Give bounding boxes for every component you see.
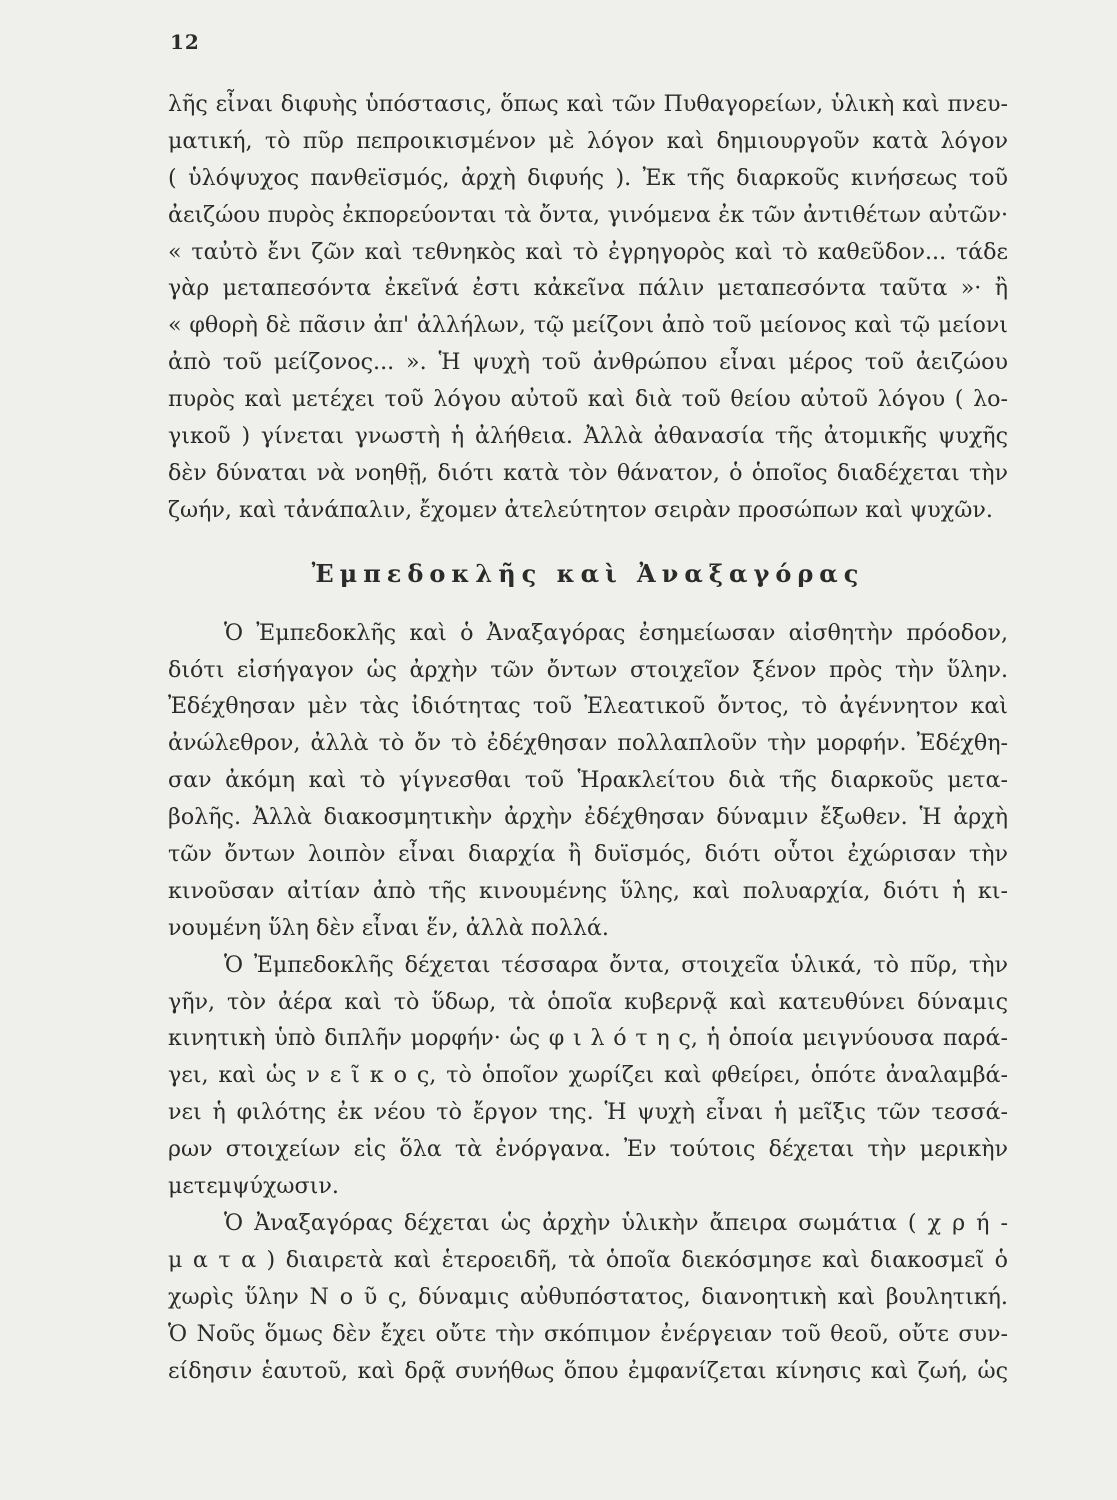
text-line: βολῆς. Ἀλλὰ διακοσμητικὴν ἀρχὴν ἐδέχθησαν δύναμιν ἔξωθεν. Ἡ ἀρχὴ <box>168 804 1008 831</box>
text-line: χωρὶς ὕλην Ν ο ῦ ς, δύναμις αὐθυπόστατος, διανοητικὴ καὶ βουλητική. <box>168 1283 1008 1310</box>
text-line: σαν ἀκόμη καὶ τὸ γίγνεσθαι τοῦ Ἡρακλείτου διὰ τῆς διαρκοῦς μετα- <box>168 767 1008 794</box>
text-line: Ὁ Νοῦς ὅμως δὲν ἔχει οὔτε τὴν σκόπιμον ἐνέργειαν τοῦ θεοῦ, οὔτε συν- <box>168 1320 1008 1347</box>
text-line: ρων στοιχείων εἰς ὅλα τὰ ἐνόργανα. Ἐν τούτοις δέχεται τὴν μερικὴν <box>168 1136 1008 1163</box>
text-line: Ὁ Ἐμπεδοκλῆς καὶ ὁ Ἀναξαγόρας ἐσημείωσαν αἰσθητὴν πρόοδον, <box>224 619 1008 646</box>
text-line: γικοῦ ) γίνεται γνωστὴ ἡ ἀλήθεια. Ἀλλὰ ἀθανασία τῆς ἀτομικῆς ψυχῆς <box>168 423 1008 450</box>
text-line: ( ὑλόψυχος πανθεϊσμός, ἀρχὴ διφυής ). Ἐκ τῆς διαρκοῦς κινήσεως τοῦ <box>168 164 1008 191</box>
text-line: Ἐδέχθησαν μὲν τὰς ἰδιότητας τοῦ Ἐλεατικοῦ ὄντος, τὸ ἀγέννητον καὶ <box>168 693 1008 720</box>
paragraph-3 <box>168 947 1008 1205</box>
text-line: τῶν ὄντων λοιπὸν εἶναι διαρχία ἢ δυϊσμός, διότι οὗτοι ἐχώρισαν τὴν <box>168 841 1008 868</box>
text-line: είδησιν ἑαυτοῦ, καὶ δρᾷ συνήθως ὅπου ἐμφανίζεται κίνησις καὶ ζωή, ὡς <box>168 1357 1008 1384</box>
text-line: δὲν δύναται νὰ νοηθῇ, διότι κατὰ τὸν θάνατον, ὁ ὁποῖος διαδέχεται τὴν <box>168 459 1008 486</box>
body-text <box>168 86 1008 1389</box>
text-line: διότι εἰσήγαγον ὡς ἀρχὴν τῶν ὄντων στοιχεῖον ξένον πρὸς τὴν ὕλην. <box>168 656 1008 683</box>
text-line: νει ἡ φιλότης ἐκ νέου τὸ ἔργον της. Ἡ ψυχὴ εἶναι ἡ μεῖξις τῶν τεσσά- <box>168 1099 1008 1126</box>
text-line: κινητικὴ ὑπὸ διπλῆν μορφήν· ὡς φ ι λ ό τ η ς, ἡ ὁποία μειγνύουσα παρά- <box>168 1025 1008 1052</box>
text-line: γῆν, τὸν ἀέρα καὶ τὸ ὕδωρ, τὰ ὁποῖα κυβερνᾷ καὶ κατευθύνει δύναμις <box>168 988 1008 1015</box>
page-number: 12 <box>170 30 200 54</box>
text-line: κινοῦσαν αἰτίαν ἀπὸ τῆς κινουμένης ὕλης, καὶ πολυαρχία, διότι ἡ κι- <box>168 877 1008 904</box>
text-line: ἀπὸ τοῦ μείζονος... ». Ἡ ψυχὴ τοῦ ἀνθρώπου εἶναι μέρος τοῦ ἀειζώου <box>168 349 1008 376</box>
paragraph-1 <box>168 86 1008 529</box>
text-line: μ α τ α ) διαιρετὰ καὶ ἑτεροειδῆ, τὰ ὁποῖα διεκόσμησε καὶ διακοσμεῖ ὁ <box>168 1246 1008 1273</box>
paragraph-2 <box>168 615 1008 947</box>
text-line: ἀνώλεθρον, ἀλλὰ τὸ ὄν τὸ ἐδέχθησαν πολλαπλοῦν τὴν μορφήν. Ἐδέχθη- <box>168 730 1008 757</box>
text-line: Ὁ Ἐμπεδοκλῆς δέχεται τέσσαρα ὄντα, στοιχεῖα ὑλικά, τὸ πῦρ, τὴν <box>224 951 1008 978</box>
text-line: λῆς εἶναι διφυὴς ὑπόστασις, ὅπως καὶ τῶν Πυθαγορείων, ὑλικὴ καὶ πνευ- <box>168 91 1008 117</box>
text-line: ζωήν, καὶ τἀνάπαλιν, ἔχομεν ἀτελεύτητον σειρὰν προσώπων καὶ ψυχῶν. <box>168 496 993 523</box>
text-line: γει, καὶ ὡς ν ε ῖ κ ο ς, τὸ ὁποῖον χωρίζει καὶ φθείρει, ὁπότε ἀναλαμβά- <box>168 1062 1008 1089</box>
text-line: ἀειζώου πυρὸς ἐκπορεύονται τὰ ὄντα, γινόμενα ἐκ τῶν ἀντιθέτων αὐτῶν· <box>168 201 1008 228</box>
section-heading: Ἐμπεδοκλῆς καὶ Ἀναξαγόρας <box>311 558 865 588</box>
text-line: « ταὐτὸ ἔνι ζῶν καὶ τεθνηκὸς καὶ τὸ ἐγρηγορὸς καὶ τὸ καθεῦδον... τάδε <box>168 238 1008 265</box>
text-line: νουμένη ὕλη δὲν εἶναι ἕν, ἀλλὰ πολλά. <box>168 914 609 941</box>
text-line: ματική, τὸ πῦρ πεπροικισμένον μὲ λόγον καὶ δημιουργοῦν κατὰ λόγον <box>168 127 1008 154</box>
text-line: γὰρ μεταπεσόντα ἐκεῖνά ἐστι κἀκεῖνα πάλιν μεταπεσόντα ταῦτα »· ἢ <box>168 275 1008 302</box>
text-line: μετεμψύχωσιν. <box>168 1173 339 1200</box>
paragraph-4 <box>168 1205 1008 1389</box>
text-line: Ὁ Ἀναξαγόρας δέχεται ὡς ἀρχὴν ὑλικὴν ἄπειρα σωμάτια ( χ ρ ή - <box>224 1209 1008 1236</box>
text-line: « φθορὴ δὲ πᾶσιν ἀπ' ἀλλήλων, τῷ μείζονι ἀπὸ τοῦ μείονος καὶ τῷ μείονι <box>168 312 1008 339</box>
text-line: πυρὸς καὶ μετέχει τοῦ λόγου αὐτοῦ καὶ διὰ τοῦ θείου αὐτοῦ λόγου ( λο- <box>168 386 1008 413</box>
